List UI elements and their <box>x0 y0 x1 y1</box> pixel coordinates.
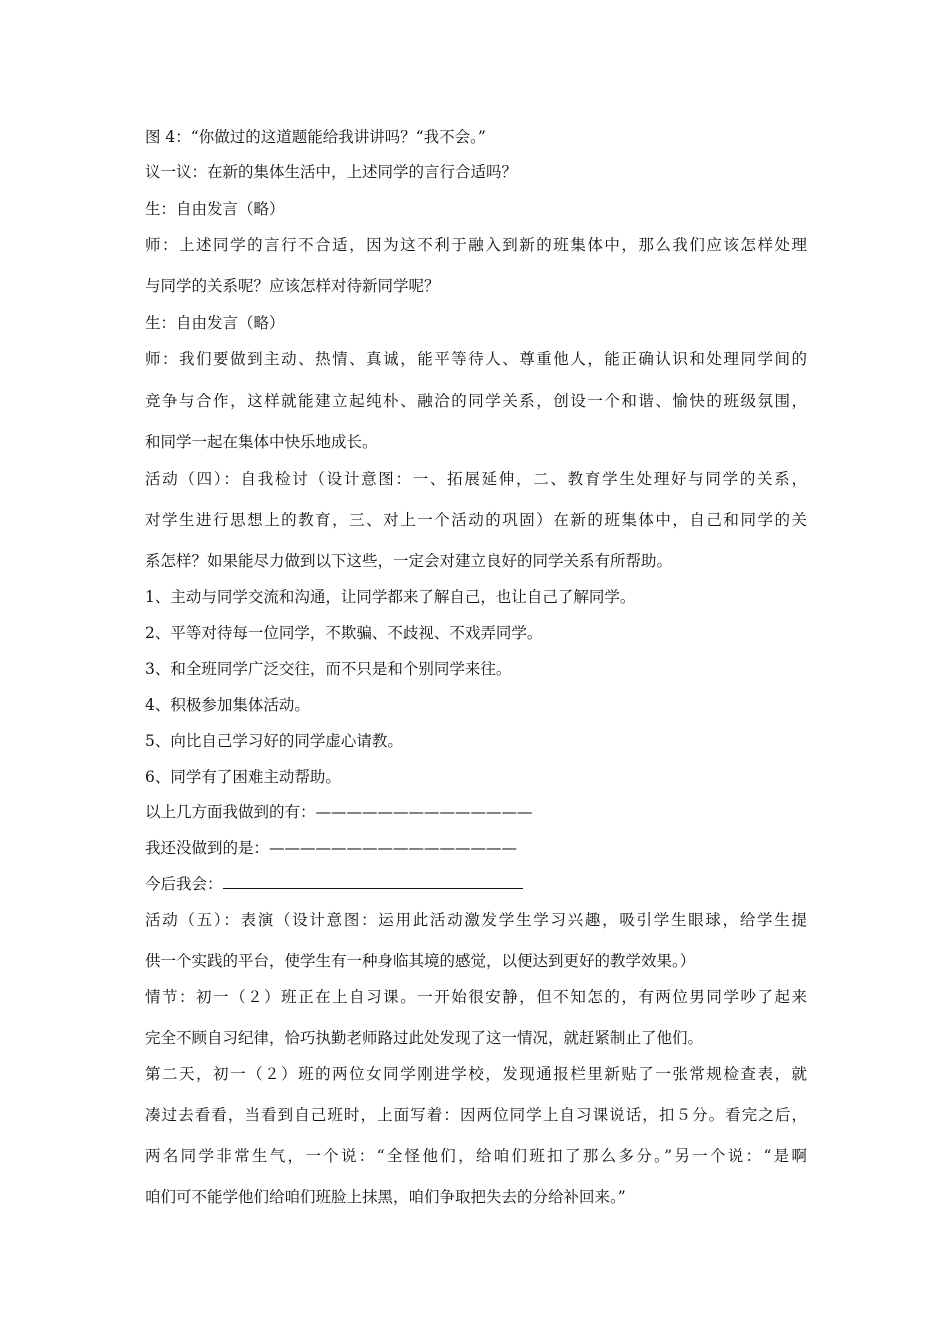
teacher-remark-1-line-2: 与同学的关系呢？应该怎样对待新同学呢？ <box>145 277 440 295</box>
fill-in-not-done: 我还没做到的是：———————————————— <box>145 839 518 857</box>
activity-4-line-3: 系怎样？如果能尽力做到以下这些，一定会对建立良好的同学关系有所帮助。 <box>145 552 673 570</box>
figure-4-caption: 图 4：“你做过的这道题能给我讲讲吗？“我不会。” <box>145 128 486 146</box>
teacher-remark-2-line-3: 和同学一起在集体中快乐地成长。 <box>145 433 378 451</box>
activity-5-line-1: 活动（五）：表演（设计意图：运用此活动激发学生学习兴趣，吸引学生眼球，给学生提 <box>145 911 807 929</box>
list-item-5: 5、向比自己学习好的同学虚心请教。 <box>145 732 403 750</box>
student-response-2: 生：自由发言（略） <box>145 314 285 332</box>
plot-line-6: 咱们可不能学他们给咱们班脸上抹黑，咱们争取把失去的分给补回来。” <box>145 1188 626 1206</box>
list-item-4: 4、积极参加集体活动。 <box>145 696 310 714</box>
list-item-6: 6、同学有了困难主动帮助。 <box>145 768 341 786</box>
fill-in-future-label: 今后我会： <box>145 875 223 893</box>
list-item-2: 2、平等对待每一位同学，不欺骗、不歧视、不戏弄同学。 <box>145 624 543 642</box>
fill-in-blank-line <box>223 874 523 889</box>
plot-line-1: 情节：初一（２）班正在上自习课。一开始很安静，但不知怎的，有两位男同学吵了起来 <box>145 988 807 1006</box>
plot-line-5: 两名同学非常生气，一个说：“全怪他们，给咱们班扣了那么多分。”另一个说：“是啊 <box>145 1147 807 1165</box>
list-item-1: 1、主动与同学交流和沟通，让同学都来了解自己，也让自己了解同学。 <box>145 588 636 606</box>
plot-line-3: 第二天，初一（２）班的两位女同学刚进学校，发现通报栏里新贴了一张常规检查表，就 <box>145 1065 807 1083</box>
activity-4-line-2: 对学生进行思想上的教育，三、对上一个活动的巩固）在新的班集体中，自己和同学的关 <box>145 511 807 529</box>
list-item-3: 3、和全班同学广泛交往，而不只是和个别同学来往。 <box>145 660 512 678</box>
discussion-question: 议一议：在新的集体生活中，上述同学的言行合适吗？ <box>145 163 518 181</box>
plot-line-4: 凑过去看看，当看到自己班时，上面写着：因两位同学上自习课说话，扣５分。看完之后， <box>145 1106 807 1124</box>
teacher-remark-1-line-1: 师：上述同学的言行不合适，因为这不利于融入到新的班集体中，那么我们应该怎样处理 <box>145 236 807 254</box>
activity-5-line-2: 供一个实践的平台，使学生有一种身临其境的感觉，以便达到更好的教学效果。） <box>145 952 696 970</box>
plot-line-2: 完全不顾自习纪律，恰巧执勤老师路过此处发现了这一情况，就赶紧制止了他们。 <box>145 1029 704 1047</box>
student-response-1: 生：自由发言（略） <box>145 200 285 218</box>
teacher-remark-2-line-1: 师：我们要做到主动、热情、真诚，能平等待人、尊重他人，能正确认识和处理同学间的 <box>145 350 807 368</box>
fill-in-future <box>145 874 523 894</box>
activity-4-line-1: 活动（四）：自我检讨（设计意图：一、拓展延伸，二、教育学生处理好与同学的关系， <box>145 470 807 488</box>
fill-in-done: 以上几方面我做到的有：—————————————— <box>145 803 533 821</box>
teacher-remark-2-line-2: 竞争与合作，这样就能建立起纯朴、融洽的同学关系，创设一个和谐、愉快的班级氛围， <box>145 392 807 410</box>
